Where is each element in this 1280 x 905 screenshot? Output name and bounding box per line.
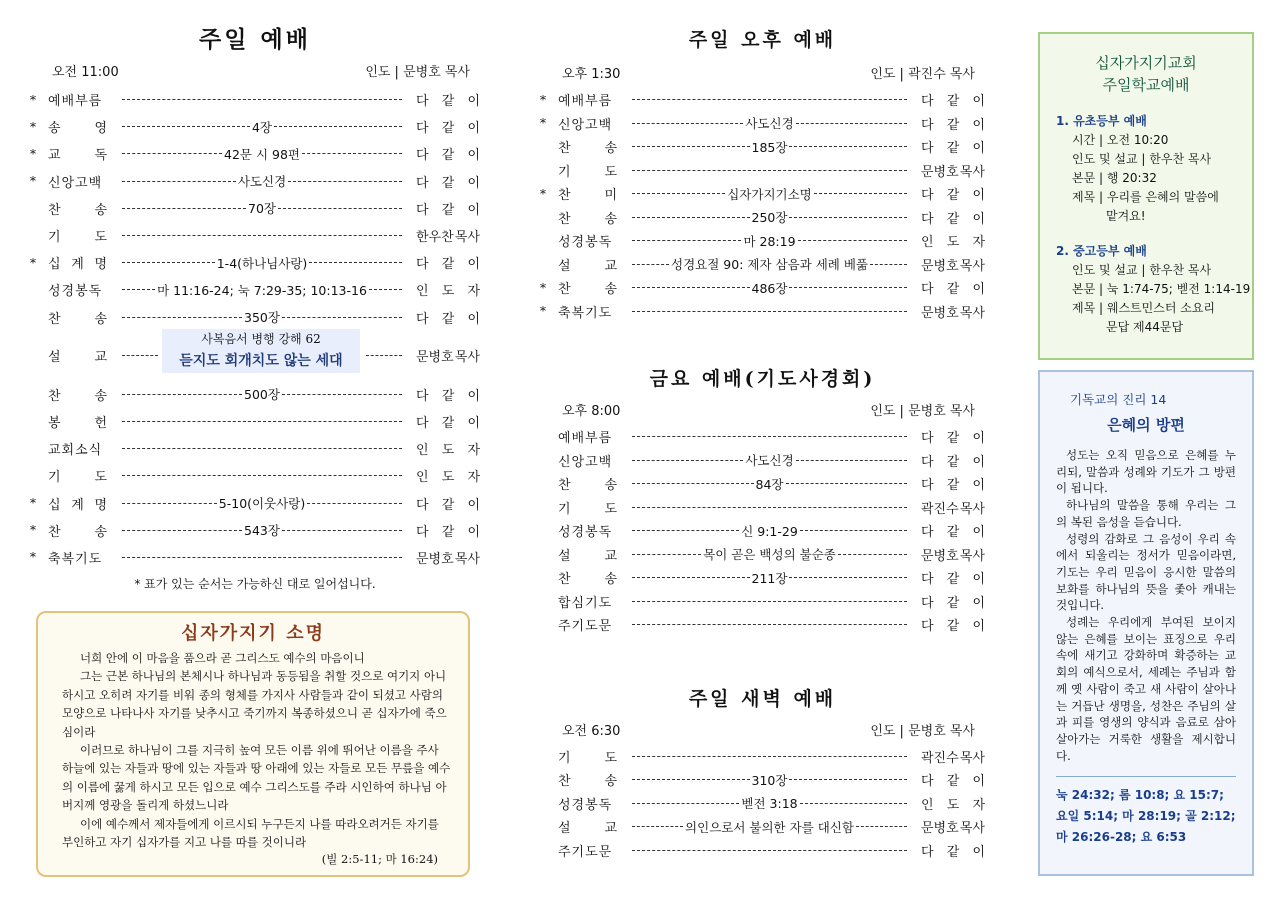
order-row [30, 408, 480, 435]
order-row [540, 839, 985, 863]
stand-marker: * [30, 92, 36, 107]
order-row [540, 543, 985, 567]
truth-title: 은혜의 방편 [1107, 416, 1185, 434]
order-content [630, 771, 909, 789]
order-detail: 목이 곧은 백성의 불순종 [703, 547, 836, 563]
service-leader: 인도 | 문병호 목사 [365, 65, 470, 80]
stand-marker: * [30, 496, 36, 511]
order-row [540, 745, 985, 769]
creed-paragraph: 이에 예수께서 제자들에게 이르시되 누구든지 나를 따라오려거든 자기를 부인하고 자기 십자가를 지고 나를 따를 것이니라 [62, 816, 439, 850]
order-label: 기 도 [558, 164, 618, 180]
order-person: 다 같 이 [921, 94, 985, 110]
order-content [120, 421, 404, 422]
middle-column [540, 0, 985, 862]
order-person: 다 같 이 [416, 257, 480, 273]
order-label: 예배부름 [558, 94, 613, 110]
order-row [540, 472, 985, 496]
service-leader: 인도 | 곽진수 목사 [870, 67, 975, 82]
order-content [630, 794, 909, 812]
order-detail: 500장 [244, 387, 280, 403]
order-label: 찬 송 [558, 478, 618, 494]
order-content [630, 208, 909, 226]
order-person: 문병호 목사 [921, 305, 985, 321]
dawn-service-title: 주일 새벽 예배 [688, 687, 837, 710]
order-person: 다 같 이 [921, 595, 985, 611]
order-row [30, 304, 480, 331]
order-detail: 마 11:16-24; 눅 7:29-35; 10:13-16 [157, 282, 367, 298]
order-person: 다 같 이 [416, 202, 480, 218]
section-line: 본문 | 눅 1:74-75; 벧전 1:14-19 [1072, 282, 1251, 296]
friday-service-title: 금요 예배(기도사경회) [649, 368, 876, 390]
order-row [30, 195, 480, 222]
order-row [540, 112, 985, 136]
order-row [30, 249, 480, 276]
sunday-service-title: 주일 예배 [199, 26, 311, 53]
order-label: 기 도 [48, 470, 108, 486]
order-row [30, 86, 480, 113]
service-leader: 인도 | 문병호 목사 [870, 723, 975, 739]
order-content [630, 756, 909, 757]
order-label: 예배부름 [48, 94, 103, 110]
order-detail: 사도신경 [237, 174, 287, 190]
stand-marker: * [30, 550, 36, 565]
order-content [630, 99, 909, 100]
order-detail: 1-4(하나님사랑) [216, 255, 308, 271]
creed-paragraph: 너희 안에 이 마음을 품으라 곧 그리스도 예수의 마음이니 [80, 651, 365, 665]
order-label: 송 영 [48, 121, 108, 137]
order-row [540, 276, 985, 300]
order-row [30, 381, 480, 408]
section-line: 인도 및 설교 | 한우찬 목사 [1072, 152, 1212, 166]
order-person: 다 같 이 [416, 388, 480, 404]
order-detail: 4장 [251, 119, 273, 135]
order-person: 곽진수 목사 [921, 501, 985, 517]
stand-marker: * [30, 174, 36, 189]
order-content [120, 557, 404, 558]
afternoon-service-title: 주일 오후 예배 [688, 29, 837, 51]
order-label: 찬 송 [558, 211, 618, 227]
order-label: 봉 헌 [48, 415, 108, 431]
order-person: 인 도 자 [921, 235, 985, 251]
friday-order-list [540, 425, 985, 637]
creed-paragraph: 그는 근본 하나님의 본체시나 하나님과 동등됨을 취할 것으로 여기지 아니하시고 오히려 자기를 비워 종의 형체를 가지사 사람들과 같이 되셨고 사람의 모양으로 나타나사 자기를 낮추시고 죽기까지 복종하셨으니 곧 십자가에 죽으심이라 [62, 669, 447, 739]
order-detail: 5-10(이웃사랑) [218, 496, 306, 512]
order-label: 찬 송 [48, 388, 108, 404]
order-content [630, 545, 909, 563]
truth-ref-line: 눅 24:32; 롬 10:8; 요 15:7; [1056, 788, 1224, 803]
order-content [630, 436, 909, 437]
order-person: 인 도 자 [416, 470, 480, 486]
order-label: 합심기도 [558, 595, 613, 611]
order-label: 찬 송 [558, 282, 618, 298]
order-person: 다 같 이 [921, 211, 985, 227]
order-person: 한우찬 목사 [416, 230, 480, 246]
sunday-school-title [1040, 52, 1252, 96]
order-person: 다 같 이 [921, 117, 985, 133]
order-content [120, 494, 404, 512]
order-label: 신앙고백 [48, 175, 103, 191]
sunday-school-section [1040, 242, 1252, 337]
sermon-title: 듣지도 회개치도 않는 세대 [179, 353, 343, 369]
left-column [30, 0, 480, 592]
order-person: 다 같 이 [921, 774, 985, 790]
order-content [120, 281, 404, 299]
order-detail: 사도신경 [745, 453, 794, 469]
order-row [30, 113, 480, 140]
order-label: 성경봉독 [558, 797, 613, 813]
order-content [630, 279, 909, 297]
stand-marker: * [30, 523, 36, 538]
order-label: 기 도 [558, 501, 618, 517]
sunday-school-title-line2: 주일학교예배 [1102, 76, 1190, 94]
section-line: 인도 및 설교 | 한우찬 목사 [1072, 263, 1212, 277]
order-label: 기 도 [558, 750, 618, 766]
order-row [540, 613, 985, 637]
order-content [120, 145, 404, 163]
order-detail: 211장 [751, 570, 788, 586]
service-time: 오후 8:00 [562, 404, 621, 419]
stand-marker: * [30, 146, 36, 161]
order-person: 다 같 이 [416, 311, 480, 327]
order-content [120, 118, 404, 136]
order-person: 다 같 이 [921, 454, 985, 470]
order-person: 다 같 이 [416, 121, 480, 137]
truth-ref-line: 요일 5:14; 마 28:19; 골 2:12; [1056, 809, 1236, 824]
order-content [120, 475, 404, 476]
order-label: 성경봉독 [48, 284, 103, 300]
order-content [630, 601, 909, 602]
stand-marker: * [540, 116, 546, 131]
order-person: 다 같 이 [921, 478, 985, 494]
order-row [540, 300, 985, 324]
order-content [630, 255, 909, 273]
section-line-continued: 문답 제44문답 [1106, 320, 1184, 334]
order-person: 다 같 이 [921, 141, 985, 157]
order-detail: 의인으로서 불의한 자를 대신함 [685, 819, 854, 835]
order-content [630, 624, 909, 625]
order-detail: 84장 [755, 476, 784, 492]
order-row [540, 135, 985, 159]
order-label: 찬 송 [558, 141, 618, 157]
sunday-school-section [1040, 112, 1252, 226]
creed-title: 십자가지기 소명 [181, 623, 325, 644]
truth-box [1038, 370, 1254, 876]
section-line: 본문 | 행 20:32 [1072, 171, 1157, 185]
order-detail: 성경요절 90: 제자 삼음과 세례 베풂 [671, 257, 868, 273]
order-label: 주기도문 [558, 619, 613, 635]
truth-paragraph: 성례는 우리에게 부여된 보이지 않는 은혜를 보이는 표징으로 우리 속에 새기고 강화하며 확증하는 교회의 예식으로서, 세례는 주님과 함께 옛 사람이 죽고 새 사람이 살아나는 거듭난 생명을, 성찬은 주님의 살과 피를 영생의 양식과 음료로 삼아 살아가는 거룩한 생활을 제시합니다. [1056, 615, 1236, 763]
order-content [120, 385, 404, 403]
afternoon-order-list [540, 88, 985, 323]
order-detail: 486장 [751, 280, 788, 296]
order-content [630, 232, 909, 250]
order-label: 축복기도 [48, 551, 103, 567]
stand-marker: * [540, 92, 546, 107]
truth-paragraph: 성령의 감화로 그 음성이 우리 속에서 되울리는 정서가 믿음이라면, 기도는 우리 믿음이 응시한 말씀의 보화를 하나님의 뜻을 좇아 캐내는 것입니다. [1056, 531, 1236, 613]
order-content [120, 254, 404, 272]
service-time: 오후 1:30 [562, 67, 621, 82]
creed-reference: (빌 2:5-11; 마 16:24) [321, 852, 438, 867]
truth-subtitle: 기독교의 진리 14 [1070, 392, 1167, 407]
sermon-box [162, 329, 360, 373]
order-row [540, 206, 985, 230]
order-content [120, 308, 404, 326]
order-person: 문병호 목사 [921, 258, 985, 274]
order-person: 다 같 이 [416, 415, 480, 431]
order-person: 다 같 이 [416, 148, 480, 164]
stand-marker: * [30, 119, 36, 134]
order-detail: 벧전 3:18 [741, 796, 798, 812]
order-detail: 마 28:19 [743, 233, 796, 249]
order-content [630, 507, 909, 508]
friday-service-header [540, 399, 985, 425]
section-line: 제목 | 웨스트민스터 소요리 [1072, 301, 1215, 315]
order-person: 다 같 이 [921, 572, 985, 588]
order-detail: 사도신경 [745, 116, 794, 132]
order-label: 예배부름 [558, 431, 613, 447]
order-content [630, 185, 909, 203]
order-label: 십 계 명 [48, 257, 108, 273]
order-row [540, 815, 985, 839]
order-label: 찬 미 [558, 188, 618, 204]
dawn-order-list [540, 745, 985, 863]
order-label: 신앙고백 [558, 117, 613, 133]
order-row [30, 544, 480, 571]
order-content [120, 172, 404, 190]
order-content [630, 522, 909, 540]
stand-marker: * [540, 186, 546, 201]
order-label: 교 독 [48, 148, 108, 164]
order-row [30, 168, 480, 195]
section-heading: 2. 중고등부 예배 [1056, 244, 1147, 258]
order-row [540, 496, 985, 520]
order-detail: 70장 [248, 201, 276, 217]
order-row [30, 435, 480, 462]
order-label: 설 교 [48, 350, 108, 366]
order-row [540, 566, 985, 590]
order-row [540, 229, 985, 253]
section-line: 시간 | 오전 10:20 [1072, 133, 1169, 147]
order-person: 다 같 이 [416, 497, 480, 513]
order-label: 찬 송 [558, 774, 618, 790]
order-person: 다 같 이 [416, 524, 480, 540]
order-detail: 185장 [751, 139, 788, 155]
creed-box [36, 611, 470, 877]
order-content [630, 138, 909, 156]
stand-marker: * [540, 280, 546, 295]
order-person: 다 같 이 [921, 431, 985, 447]
order-label: 찬 송 [48, 524, 108, 540]
order-row [540, 88, 985, 112]
truth-references [1040, 785, 1252, 848]
order-row [540, 159, 985, 183]
dawn-service-header [540, 719, 985, 745]
order-content [120, 521, 404, 539]
truth-paragraph: 성도는 오직 믿음으로 은혜를 누리되, 말씀과 성례와 기도가 그 방편이 됩니다. [1056, 448, 1236, 496]
order-label: 설 교 [558, 258, 618, 274]
order-person: 인 도 자 [416, 443, 480, 459]
service-time: 오전 6:30 [562, 723, 621, 739]
order-row [540, 182, 985, 206]
sunday-service-header [30, 60, 480, 86]
order-label: 찬 송 [48, 311, 108, 327]
order-label: 축복기도 [558, 305, 613, 321]
order-row [540, 792, 985, 816]
order-row [30, 489, 480, 516]
order-person: 문병호 목사 [921, 548, 985, 564]
order-row [540, 253, 985, 277]
order-content [630, 818, 909, 836]
order-person: 다 같 이 [416, 94, 480, 110]
order-person: 다 같 이 [921, 188, 985, 204]
order-person: 다 같 이 [921, 282, 985, 298]
section-line-continued: 맡겨요! [1106, 209, 1146, 223]
truth-paragraph: 하나님의 말씀을 통해 우리는 그의 복된 음성을 듣습니다. [1056, 498, 1236, 529]
order-detail: 신 9:1-29 [741, 523, 798, 539]
order-label: 설 교 [558, 548, 618, 564]
service-leader: 인도 | 문병호 목사 [870, 404, 975, 419]
order-label: 찬 송 [48, 202, 108, 218]
order-person: 다 같 이 [921, 619, 985, 635]
standing-note: * 표가 있는 순서는 가능하신 대로 일어섭니다. [134, 577, 376, 591]
afternoon-service-header [540, 62, 985, 88]
order-detail: 십자가지기소명 [727, 186, 812, 202]
divider [1056, 776, 1236, 777]
order-row [540, 519, 985, 543]
order-content [630, 170, 909, 171]
order-detail: 250장 [751, 210, 788, 226]
order-row [540, 768, 985, 792]
order-content [120, 99, 404, 100]
order-person: 다 같 이 [921, 525, 985, 541]
order-row [540, 449, 985, 473]
order-content [120, 235, 404, 236]
order-content [120, 448, 404, 449]
order-person: 문병호 목사 [416, 350, 480, 366]
sunday-school-title-line1: 십자가지기교회 [1095, 54, 1197, 72]
order-label: 십 계 명 [48, 497, 108, 513]
order-label: 찬 송 [558, 572, 618, 588]
order-detail: 310장 [751, 772, 788, 788]
order-person: 문병호 목사 [921, 164, 985, 180]
order-row [540, 425, 985, 449]
order-person: 인 도 자 [416, 284, 480, 300]
order-label: 성경봉독 [558, 235, 613, 251]
section-line: 제목 | 우리를 은혜의 말씀에 [1072, 190, 1219, 204]
order-label: 주기도문 [558, 844, 613, 860]
order-content [630, 850, 909, 851]
truth-body [1040, 435, 1252, 764]
order-person: 다 같 이 [921, 844, 985, 860]
sunday-school-box [1038, 32, 1254, 360]
order-content [630, 451, 909, 469]
stand-marker: * [540, 304, 546, 319]
order-detail: 42문 시 98편 [224, 146, 300, 162]
order-detail: 350장 [244, 310, 280, 326]
order-content [630, 311, 909, 312]
order-row [30, 517, 480, 544]
truth-ref-line: 마 26:26-28; 요 6:53 [1056, 830, 1187, 845]
section-heading: 1. 유초등부 예배 [1056, 114, 1147, 128]
stand-marker: * [30, 255, 36, 270]
sermon-series: 사복음서 병행 강해 62 [201, 332, 321, 346]
creed-paragraph: 이러므로 하나님이 그를 지극히 높여 모든 이름 위에 뛰어난 이름을 주사 하늘에 있는 자들과 땅에 있는 자들과 땅 아래에 있는 자들로 모든 무릎을 예수의 이름에 꿇게 하시고 모든 입으로 예수 그리스도를 주라 시인하여 하나님 아버지께 영광을 돌리게 하셨느니라 [62, 743, 451, 813]
order-person: 다 같 이 [416, 175, 480, 191]
order-row [30, 222, 480, 249]
order-label: 기 도 [48, 230, 108, 246]
order-label: 신앙고백 [558, 454, 613, 470]
order-content [630, 114, 909, 132]
order-content [630, 475, 909, 493]
order-label: 설 교 [558, 821, 618, 837]
service-time: 오전 11:00 [52, 65, 119, 80]
order-label: 성경봉독 [558, 525, 613, 541]
order-row [540, 590, 985, 614]
order-row [30, 140, 480, 167]
order-label: 교회소식 [48, 443, 103, 459]
order-person: 곽진수 목사 [921, 750, 985, 766]
order-detail: 543장 [244, 523, 280, 539]
order-person: 문병호 목사 [921, 821, 985, 837]
order-row [30, 462, 480, 489]
order-row [30, 276, 480, 303]
order-person: 문병호 목사 [416, 551, 480, 567]
order-content [120, 199, 404, 217]
order-content [630, 569, 909, 587]
order-person: 인 도 자 [921, 797, 985, 813]
